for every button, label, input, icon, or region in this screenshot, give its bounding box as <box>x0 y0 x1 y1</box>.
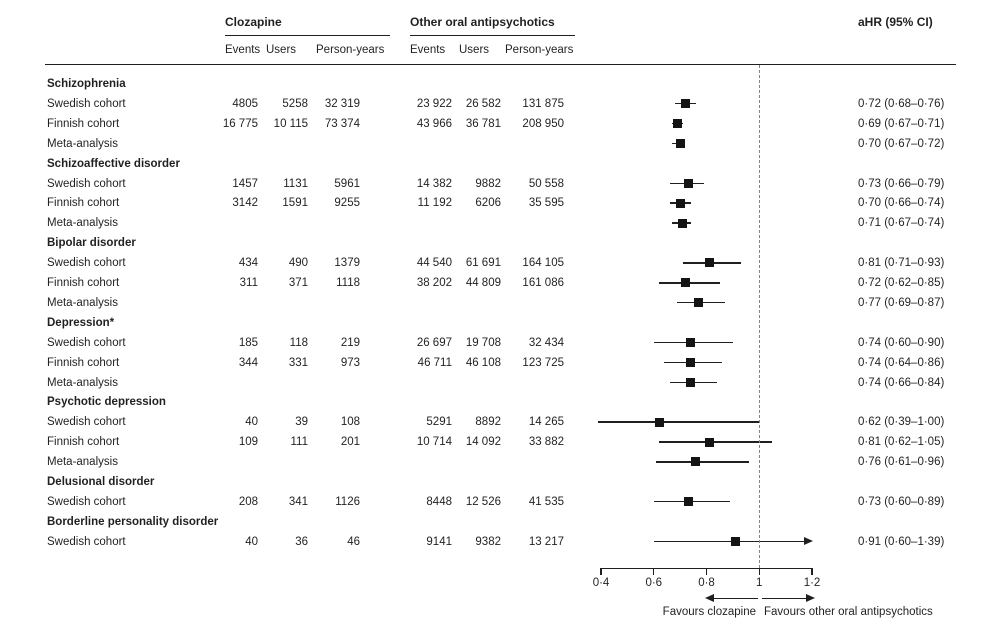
row-label: Finnish cohort <box>47 277 120 289</box>
clozapine-person_years-cell: 201 <box>340 436 360 449</box>
other-users-cell: 61 691 <box>465 257 501 270</box>
clozapine-person-years-header: Person-years <box>316 44 385 56</box>
reference-line <box>759 65 760 568</box>
point-estimate-marker <box>705 438 714 447</box>
point-estimate-marker <box>686 338 695 347</box>
other-events-cell: 43 966 <box>416 117 452 130</box>
clozapine-users-cell: 10 115 <box>273 117 308 130</box>
right-arrow-icon <box>806 594 815 602</box>
clozapine-person_years-cell: 46 <box>347 535 360 548</box>
cohort-data-row <box>0 253 1000 273</box>
other-person_years-cell: 32 434 <box>528 336 564 349</box>
clozapine-events-cell: 185 <box>238 336 258 349</box>
cohort-data-row <box>0 114 1000 134</box>
confidence-interval-line <box>654 541 806 543</box>
clozapine-person_years-cell: 73 374 <box>324 117 360 130</box>
other-person_years-cell: 33 882 <box>528 436 564 449</box>
row-label: Swedish cohort <box>47 535 126 548</box>
other-events-cell: 23 922 <box>416 97 452 110</box>
point-estimate-marker <box>676 199 685 208</box>
other-events-cell: 9141 <box>426 535 452 548</box>
other-events-header: Events <box>410 44 446 56</box>
clozapine-person_years-cell: 1379 <box>334 257 360 270</box>
favours-left-arrow-line <box>713 598 758 600</box>
point-estimate-marker <box>694 298 703 307</box>
header-divider-rule <box>45 64 956 66</box>
cohort-data-row <box>0 532 1000 552</box>
clozapine-users-cell: 371 <box>288 277 308 289</box>
ahr-value: 0·74 (0·60–0·90) <box>858 336 945 349</box>
cohort-data-row <box>0 373 1000 393</box>
clozapine-events-header: Events <box>225 44 261 56</box>
other-events-cell: 14 382 <box>416 177 452 190</box>
other-events-cell: 46 711 <box>417 356 452 369</box>
row-label: Psychotic depression <box>47 396 166 409</box>
other-events-cell: 38 202 <box>416 277 452 289</box>
ahr-value: 0·70 (0·67–0·72) <box>858 137 945 150</box>
group-header-row <box>0 512 1000 532</box>
x-axis-tick-label: 0·8 <box>698 577 715 589</box>
clozapine-events-cell: 109 <box>238 436 258 449</box>
row-label: Depression* <box>47 316 115 329</box>
favours-right-arrow-line <box>762 598 807 600</box>
clozapine-person_years-cell: 1126 <box>335 495 360 508</box>
other-users-cell: 46 108 <box>465 356 501 369</box>
clozapine-events-cell: 434 <box>238 257 258 270</box>
x-axis-tick-label: 1·2 <box>803 577 821 589</box>
other-users-header: Users <box>459 44 490 56</box>
group-header-row <box>0 154 1000 174</box>
other-users-cell: 6206 <box>475 197 501 210</box>
cohort-data-row <box>0 492 1000 512</box>
point-estimate-marker <box>686 378 695 387</box>
clozapine-users-cell: 36 <box>295 535 308 548</box>
x-axis-tick <box>653 568 654 575</box>
other-person_years-cell: 13 217 <box>528 535 564 548</box>
cohort-data-row <box>0 432 1000 452</box>
other-users-cell: 14 092 <box>465 436 501 449</box>
clozapine-person_years-cell: 5961 <box>334 177 360 190</box>
row-label: Finnish cohort <box>47 117 120 130</box>
ahr-value: 0·74 (0·64–0·86) <box>858 356 945 369</box>
clozapine-events-cell: 40 <box>245 535 258 548</box>
clozapine-events-cell: 16 775 <box>222 117 258 130</box>
x-axis-tick-label: 0·6 <box>645 577 663 589</box>
row-label: Meta-analysis <box>47 296 118 309</box>
row-label: Swedish cohort <box>47 495 126 508</box>
other-person_years-cell: 35 595 <box>528 197 564 210</box>
cohort-data-row <box>0 213 1000 233</box>
ahr-value: 0·73 (0·66–0·79) <box>858 177 945 190</box>
clozapine-users-cell: 490 <box>288 257 308 270</box>
point-estimate-marker <box>676 139 685 148</box>
point-estimate-marker <box>705 258 714 267</box>
point-estimate-marker <box>655 418 664 427</box>
confidence-interval-line <box>656 461 748 463</box>
x-axis-tick-label: 1 <box>756 577 763 589</box>
row-label: Schizophrenia <box>47 78 126 90</box>
clozapine-person_years-cell: 108 <box>340 416 360 429</box>
other-events-cell: 5291 <box>426 416 452 429</box>
point-estimate-marker <box>681 278 690 287</box>
other-person_years-cell: 164 105 <box>522 257 564 270</box>
row-label: Meta-analysis <box>47 217 118 230</box>
ahr-value: 0·69 (0·67–0·71) <box>858 117 945 130</box>
point-estimate-marker <box>678 219 687 228</box>
clozapine-events-cell: 40 <box>245 416 258 429</box>
favours-other-label: Favours other oral antipsychotics <box>764 606 933 618</box>
row-label: Swedish cohort <box>47 336 126 349</box>
row-label: Swedish cohort <box>47 177 126 190</box>
other-users-cell: 8892 <box>475 416 501 429</box>
confidence-interval-line <box>598 421 759 423</box>
row-label: Meta-analysis <box>47 456 118 469</box>
x-axis-tick <box>706 568 707 575</box>
clozapine-person_years-cell: 219 <box>340 336 360 349</box>
clozapine-users-cell: 331 <box>288 356 308 369</box>
other-events-cell: 10 714 <box>416 436 452 449</box>
other-users-cell: 12 526 <box>465 495 501 508</box>
row-label: Finnish cohort <box>47 436 120 449</box>
other-person_years-cell: 50 558 <box>528 177 564 190</box>
ahr-column-header: aHR (95% CI) <box>858 15 933 29</box>
cohort-data-row <box>0 412 1000 432</box>
group-header-row <box>0 74 1000 94</box>
other-events-cell: 11 192 <box>417 197 452 210</box>
cohort-data-row <box>0 273 1000 293</box>
row-label: Meta-analysis <box>47 376 118 389</box>
other-person-years-header: Person-years <box>505 44 574 56</box>
clozapine-events-cell: 344 <box>238 356 258 369</box>
other-person_years-cell: 208 950 <box>522 117 564 130</box>
clozapine-person_years-cell: 1118 <box>336 277 360 289</box>
confidence-interval-line <box>659 441 772 443</box>
ahr-value: 0·71 (0·67–0·74) <box>858 217 945 230</box>
cohort-data-row <box>0 452 1000 472</box>
group-header-row <box>0 392 1000 412</box>
cohort-data-row <box>0 193 1000 213</box>
group-header-row <box>0 233 1000 253</box>
clozapine-events-cell: 311 <box>239 277 258 289</box>
other-users-cell: 36 781 <box>465 117 501 130</box>
row-label: Finnish cohort <box>47 356 120 369</box>
clozapine-users-cell: 39 <box>295 416 308 429</box>
favours-clozapine-label: Favours clozapine <box>662 606 756 618</box>
ahr-value: 0·76 (0·61–0·96) <box>858 456 945 469</box>
ci-clipped-right-arrow-icon <box>804 537 813 545</box>
x-axis-tick-label: 0·4 <box>592 577 610 589</box>
ahr-value: 0·73 (0·60–0·89) <box>858 495 945 508</box>
row-label: Swedish cohort <box>47 97 126 110</box>
point-estimate-marker <box>691 457 700 466</box>
clozapine-events-cell: 3142 <box>232 197 258 210</box>
other-person_years-cell: 14 265 <box>528 416 564 429</box>
row-label: Schizoaffective disorder <box>47 157 180 170</box>
group-header-row <box>0 313 1000 333</box>
cohort-data-row <box>0 174 1000 194</box>
other-events-cell: 26 697 <box>416 336 452 349</box>
ahr-value: 0·81 (0·71–0·93) <box>858 257 945 270</box>
cohort-data-row <box>0 94 1000 114</box>
row-label: Borderline personality disorder <box>47 515 219 528</box>
row-label: Swedish cohort <box>47 416 126 429</box>
clozapine-events-cell: 1457 <box>232 177 258 190</box>
point-estimate-marker <box>731 537 740 546</box>
cohort-data-row <box>0 293 1000 313</box>
ahr-value: 0·72 (0·62–0·85) <box>858 277 945 289</box>
ahr-value: 0·77 (0·69–0·87) <box>858 296 945 309</box>
other-person_years-cell: 41 535 <box>528 495 564 508</box>
row-label: Bipolar disorder <box>47 237 136 250</box>
clozapine-events-cell: 208 <box>238 495 258 508</box>
other-person_years-cell: 161 086 <box>522 277 564 289</box>
ahr-value: 0·81 (0·62–1·05) <box>858 436 945 449</box>
other-events-cell: 44 540 <box>416 257 452 270</box>
clozapine-users-cell: 1591 <box>282 197 308 210</box>
row-label: Finnish cohort <box>47 197 120 210</box>
other-users-cell: 9382 <box>475 535 501 548</box>
clozapine-person_years-cell: 32 319 <box>324 97 360 110</box>
group-header-row <box>0 472 1000 492</box>
x-axis-tick <box>600 568 601 575</box>
other-users-cell: 9882 <box>475 177 501 190</box>
ahr-value: 0·70 (0·66–0·74) <box>858 197 945 210</box>
ahr-value: 0·72 (0·68–0·76) <box>858 97 945 110</box>
ahr-value: 0·91 (0·60–1·39) <box>858 535 945 548</box>
other-events-cell: 8448 <box>426 495 452 508</box>
clozapine-users-header: Users <box>266 44 297 56</box>
row-label: Meta-analysis <box>47 137 118 150</box>
point-estimate-marker <box>681 99 690 108</box>
clozapine-person_years-cell: 973 <box>340 356 360 369</box>
clozapine-users-cell: 341 <box>288 495 308 508</box>
cohort-data-row <box>0 353 1000 373</box>
ahr-value: 0·62 (0·39–1·00) <box>858 416 945 429</box>
clozapine-users-cell: 1131 <box>283 177 308 190</box>
other-users-cell: 44 809 <box>465 277 501 289</box>
other-person_years-cell: 131 875 <box>522 97 564 110</box>
point-estimate-marker <box>684 179 693 188</box>
clozapine-person_years-cell: 9255 <box>334 197 360 210</box>
cohort-data-row <box>0 333 1000 353</box>
x-axis-tick <box>759 568 760 575</box>
other-users-cell: 19 708 <box>465 336 501 349</box>
point-estimate-marker <box>686 358 695 367</box>
row-label: Delusional disorder <box>47 476 155 488</box>
other-person_years-cell: 123 725 <box>522 356 564 369</box>
clozapine-users-cell: 111 <box>290 436 308 449</box>
clozapine-column-header: Clozapine <box>225 15 390 36</box>
other-antipsychotics-column-header: Other oral antipsychotics <box>410 15 575 36</box>
point-estimate-marker <box>673 119 682 128</box>
other-users-cell: 26 582 <box>465 97 501 110</box>
left-arrow-icon <box>705 594 714 602</box>
clozapine-users-cell: 5258 <box>282 97 308 110</box>
clozapine-events-cell: 4805 <box>232 97 258 110</box>
clozapine-users-cell: 118 <box>289 336 308 349</box>
x-axis-tick <box>811 568 812 575</box>
point-estimate-marker <box>684 497 693 506</box>
ahr-value: 0·74 (0·66–0·84) <box>858 376 945 389</box>
row-label: Swedish cohort <box>47 257 126 270</box>
cohort-data-row <box>0 134 1000 154</box>
